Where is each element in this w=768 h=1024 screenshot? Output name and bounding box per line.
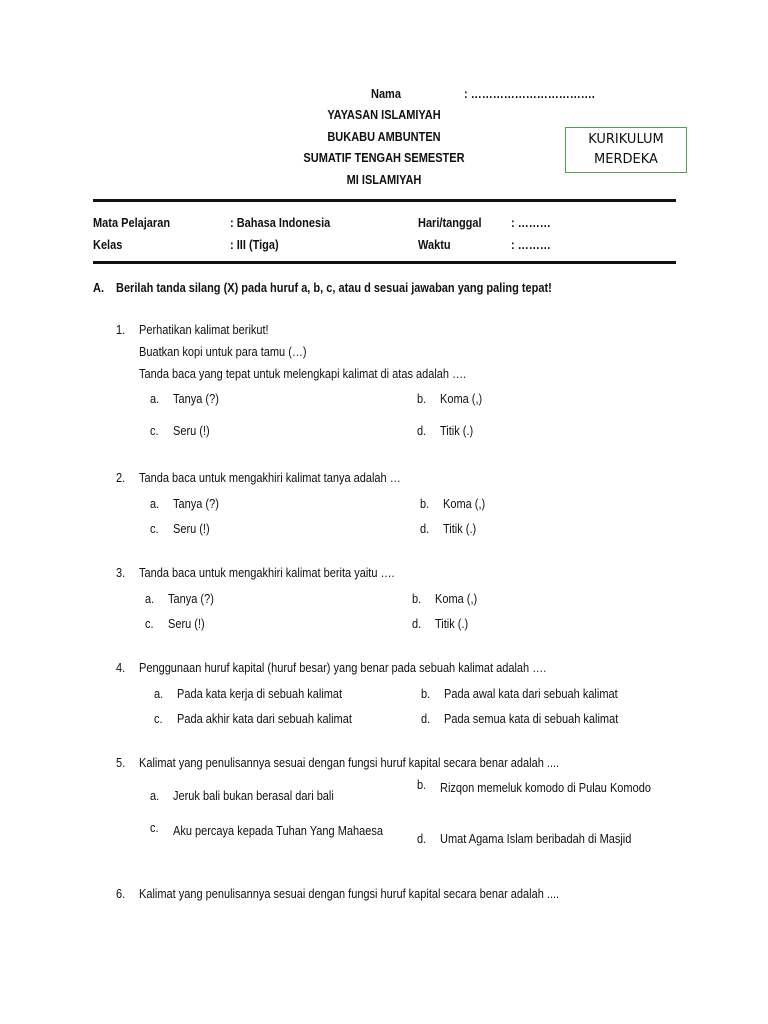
option-text: Seru (!) (168, 617, 205, 631)
option-text: Koma (,) (443, 497, 486, 511)
option-text: Titik (.) (435, 617, 469, 631)
option-letter: a. (150, 789, 160, 803)
option-text: Koma (,) (435, 592, 478, 606)
badge-line-1: KURIKULUM (588, 132, 664, 147)
hari-value: : ……… (511, 216, 551, 230)
question-number: 1. (116, 323, 126, 337)
question-text: Penggunaan huruf kapital (huruf besar) yang benar pada sebuah kalimat adalah …. (139, 661, 547, 675)
question-text: Perhatikan kalimat berikut! (139, 323, 269, 337)
option-text: Titik (.) (440, 424, 474, 438)
question-text: Buatkan kopi untuk para tamu (…) (139, 345, 307, 359)
nama-value: : ……………………………. (464, 87, 595, 101)
option-letter: b. (421, 687, 431, 701)
option-text: Umat Agama Islam beribadah di Masjid (440, 832, 632, 846)
option-letter: d. (417, 832, 427, 846)
option-letter: d. (417, 424, 427, 438)
mapel-value: : Bahasa Indonesia (230, 216, 331, 230)
option-letter: c. (150, 821, 159, 835)
kurikulum-badge (565, 127, 687, 173)
option-letter: d. (420, 522, 430, 536)
option-letter: b. (412, 592, 422, 606)
question-text: Kalimat yang penulisannya sesuai dengan fungsi huruf kapital secara benar adalah .... (139, 887, 560, 901)
question-number: 2. (116, 471, 126, 485)
option-letter: a. (150, 497, 160, 511)
section-instruction: Berilah tanda silang (X) pada huruf a, b, c, atau d sesuai jawaban yang paling tepat! (116, 281, 552, 295)
option-text: Titik (.) (443, 522, 477, 536)
school-name: MI ISLAMIYAH (346, 173, 422, 187)
question-number: 4. (116, 661, 126, 675)
option-text: Jeruk bali bukan berasal dari bali (173, 789, 334, 803)
option-letter: d. (421, 712, 431, 726)
option-text: Koma (,) (440, 392, 483, 406)
waktu-label: Waktu (418, 238, 451, 252)
nama-label: Nama (371, 87, 401, 101)
question-number: 5. (116, 756, 126, 770)
question-text: Tanda baca untuk mengakhiri kalimat tanya adalah … (139, 471, 401, 485)
option-text: Pada semua kata di sebuah kalimat (444, 712, 619, 726)
option-text: Seru (!) (173, 522, 210, 536)
option-text: Tanya (?) (173, 497, 219, 511)
option-letter: c. (150, 522, 159, 536)
option-text: Pada akhir kata dari sebuah kalimat (177, 712, 352, 726)
option-letter: c. (145, 617, 154, 631)
mapel-label: Mata Pelajaran (93, 216, 171, 230)
school-foundation: YAYASAN ISLAMIYAH (327, 108, 441, 122)
option-letter: b. (420, 497, 430, 511)
option-text: Tanya (?) (168, 592, 214, 606)
exam-title: SUMATIF TENGAH SEMESTER (303, 151, 465, 165)
kelas-label: Kelas (93, 238, 123, 252)
option-letter: a. (154, 687, 164, 701)
question-text: Tanda baca untuk mengakhiri kalimat berita yaitu …. (139, 566, 395, 580)
option-text: Seru (!) (173, 424, 210, 438)
option-letter: b. (417, 392, 427, 406)
question-text: Kalimat yang penulisannya sesuai dengan fungsi huruf kapital secara benar adalah .... (139, 756, 560, 770)
bottom-rule (93, 261, 676, 264)
question-number: 6. (116, 887, 126, 901)
option-text: Pada kata kerja di sebuah kalimat (177, 687, 343, 701)
question-number: 3. (116, 566, 126, 580)
question-text: Tanda baca yang tepat untuk melengkapi kalimat di atas adalah …. (139, 367, 467, 381)
waktu-value: : ……… (511, 238, 551, 252)
option-text: Aku percaya kepada Tuhan Yang Mahaesa (173, 824, 383, 838)
option-text: Rizqon memeluk komodo di Pulau Komodo (440, 781, 651, 795)
option-letter: b. (417, 778, 427, 792)
option-letter: a. (145, 592, 155, 606)
option-letter: c. (154, 712, 163, 726)
section-letter: A. (93, 281, 104, 295)
kelas-value: : III (Tiga) (230, 238, 279, 252)
school-location: BUKABU AMBUNTEN (327, 130, 441, 144)
option-text: Pada awal kata dari sebuah kalimat (444, 687, 618, 701)
option-text: Tanya (?) (173, 392, 219, 406)
option-letter: c. (150, 424, 159, 438)
hari-label: Hari/tanggal (418, 216, 482, 230)
option-letter: a. (150, 392, 160, 406)
top-rule (93, 199, 676, 202)
badge-line-2: MERDEKA (594, 152, 658, 167)
option-letter: d. (412, 617, 422, 631)
